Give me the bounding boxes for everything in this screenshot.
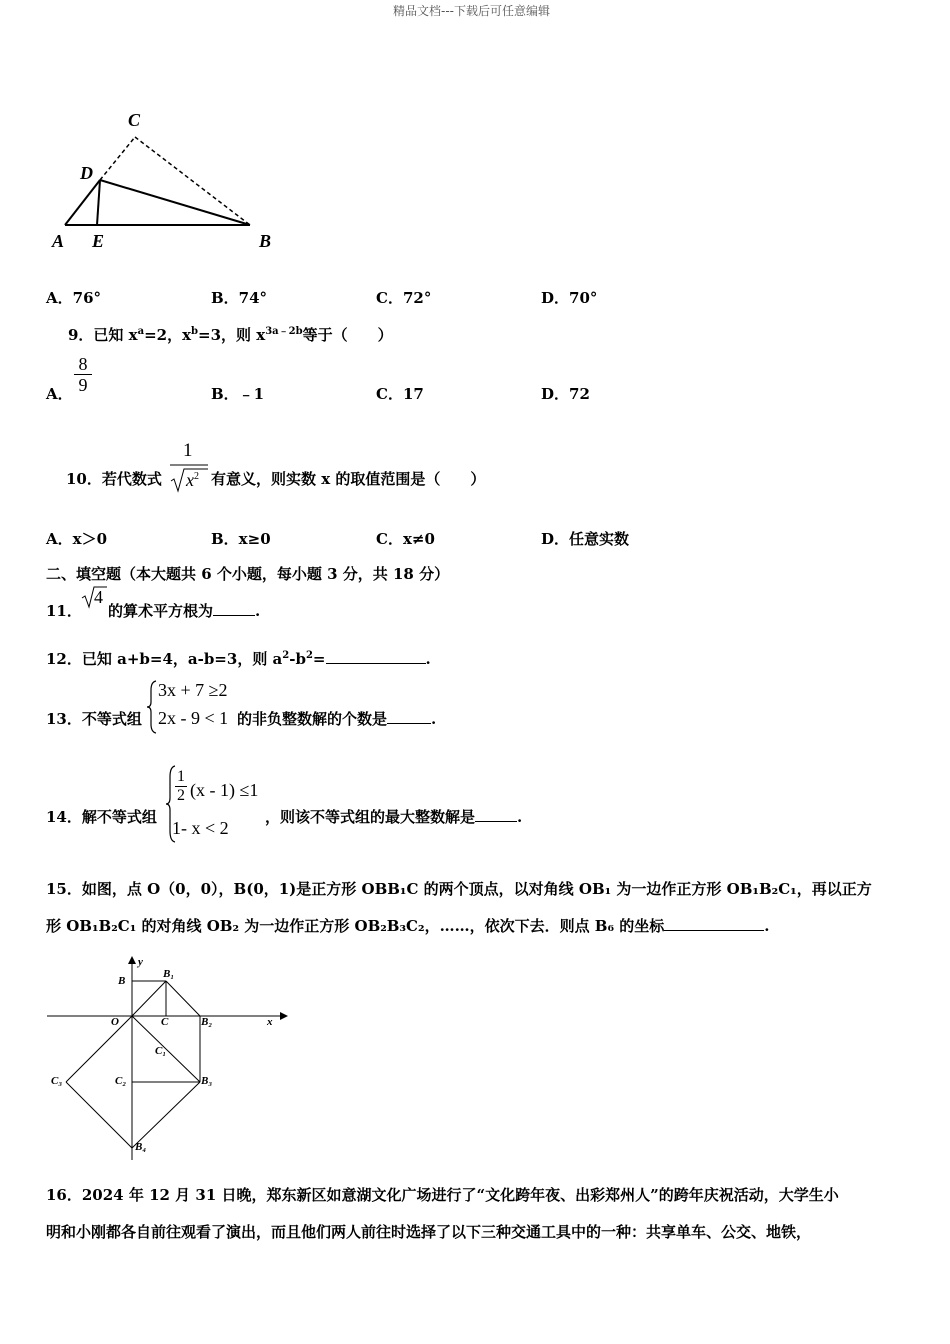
q15-line-2: 形 OB₁B₂C₁ 的对角线 OB₂ 为一边作正方形 OB₂B₃C₂，……，依次下去．则点 B₆ 的坐标 .	[46, 917, 770, 935]
fig2-label-c2: C₂	[115, 1075, 127, 1087]
fig2-label-x: x	[267, 1016, 273, 1028]
label-d: D	[80, 163, 93, 183]
label-e: E	[92, 231, 105, 251]
q11-prefix: 11．	[46, 602, 82, 620]
q13-line-1: 3x + 7 ≥2	[158, 680, 228, 700]
fig2-label-c3: C₃	[51, 1075, 63, 1087]
q15-line-1: 15．如图，点 O（0，0），B(0，1)是正方形 OBB₁C 的两个顶点，以对角线 OB₁ 为一边作正方形 OB₁B₂C₁，再以正方	[46, 880, 872, 898]
q11-radicand: 4	[94, 587, 103, 607]
q10-option-b: B．x≥0	[211, 530, 271, 548]
q8-option-c: C．72°	[376, 289, 432, 307]
q10-option-a: A．x＞0	[46, 530, 108, 548]
q8-option-a: A．76°	[46, 289, 102, 307]
label-b: B	[259, 231, 272, 251]
page-header: 精品文档---下载后可任意编辑	[393, 4, 550, 18]
q14-line-2: 1- x < 2	[172, 818, 229, 838]
q9-question: 9．已知 $x^a=2$，$x^b=3$，则 $x^{3a﹣2b}$等于（ ）	[68, 326, 393, 344]
fig2-label-b: B	[118, 975, 126, 987]
q16-line-2: 明和小刚都各自前往观看了演出，而且他们两人前往时选择了以下三种交通工具中的一种：共享单车、公交、地铁，	[46, 1223, 812, 1241]
q12-question: 12．已知 a+b=4，a-b=3，则 $a^2-b^2=$ .	[46, 650, 431, 668]
q9-option-a-fraction: $\frac{8}{9}$	[74, 354, 92, 395]
fig2-label-y: y	[138, 956, 143, 968]
square-spiral-figure	[40, 950, 300, 1165]
q10-option-d: D．任意实数	[541, 530, 630, 548]
fig2-label-c1: C₁	[155, 1045, 167, 1057]
q10-prefix: 10．若代数式	[66, 470, 162, 488]
q10-option-c: C．x≠0	[376, 530, 435, 548]
fig2-label-c: C	[161, 1016, 169, 1028]
q13-prefix: 13．不等式组	[46, 710, 142, 728]
q14-prefix: 14．解不等式组	[46, 808, 157, 826]
section-title: 二、填空题（本大题共 6 个小题，每小题 3 分，共 18 分）	[46, 565, 450, 583]
q14-suffix: ，则该不等式组的最大整数解是 .	[265, 808, 523, 826]
q8-option-b: B．74°	[211, 289, 268, 307]
q10-numerator: 1	[183, 440, 193, 461]
q9-option-d: D．72	[541, 385, 590, 403]
q13-line-2: 2x - 9 < 1	[158, 708, 229, 728]
label-a: A	[52, 231, 65, 251]
q11-question: 的算术平方根为 .	[108, 602, 261, 620]
q13-brace	[146, 680, 158, 734]
q14-line-1: (x - 1) ≤1	[190, 780, 259, 800]
q9-option-a-prefix: A．	[46, 385, 73, 403]
triangle-figure	[40, 105, 290, 255]
fig2-label-b2: B₂	[201, 1016, 213, 1028]
q9-option-c: C．17	[376, 385, 424, 403]
fig2-label-b3: B₃	[201, 1075, 213, 1087]
q10-radicand: $x^2$	[186, 470, 199, 490]
fig2-label-o: O	[111, 1016, 119, 1028]
fig2-label-b1: B₁	[163, 968, 175, 980]
q14-fraction: $\frac{1}{2}$	[177, 768, 185, 804]
q8-option-d: D．70°	[541, 289, 598, 307]
label-c: C	[128, 110, 141, 130]
q13-suffix: 的非负整数解的个数是 .	[237, 710, 437, 728]
q10-suffix: 有意义，则实数 x 的取值范围是（ ）	[211, 470, 486, 488]
q16-line-1: 16．2024 年 12 月 31 日晚，郑东新区如意湖文化广场进行了“文化跨年夜、出彩郑州人”的跨年庆祝活动，大学生小	[46, 1186, 839, 1204]
q9-option-b: B．﹣1	[211, 385, 265, 403]
fig2-label-b4: B₄	[135, 1141, 147, 1153]
